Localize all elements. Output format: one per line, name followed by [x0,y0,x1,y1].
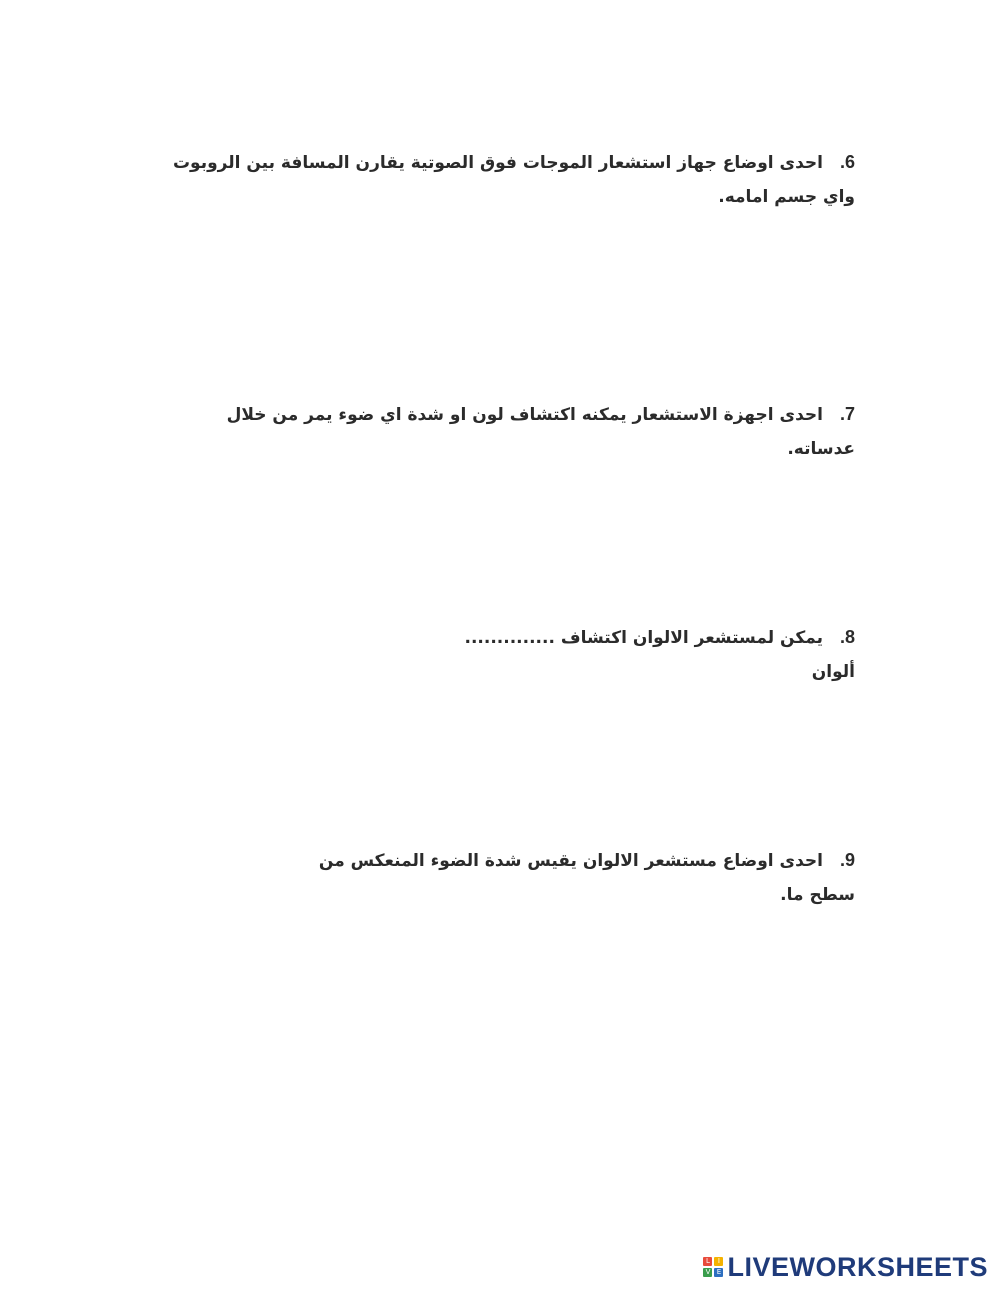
liveworksheets-logo [703,1252,988,1282]
brand-name: LIVEWORKSHEETS [727,1251,988,1282]
question-text: يمكن لمستشعر الالوان اكتشاف .............. ألوان [464,628,855,682]
logo-block-l: L [703,1257,712,1266]
question-text: احدى اجهزة الاستشعار يمكنه اكتشاف لون او شدة اي ضوء يمر من خلال عدساته. [226,405,855,459]
question-number: 9. [839,850,855,870]
question-number: 6. [839,152,855,172]
question-9 [275,843,855,912]
question-number: 8. [839,627,855,647]
question-8 [455,620,855,689]
question-text: احدى اوضاع مستشعر الالوان يقيس شدة الضوء المنعكس من سطح ما. [318,851,855,905]
logo-block-v: V [703,1268,712,1277]
question-6 [165,145,855,214]
logo-blocks-icon [703,1257,723,1277]
logo-block-i: I [714,1257,723,1266]
question-text: احدى اوضاع جهاز استشعار الموجات فوق الصوتية يقارن المسافة بين الروبوت واي جسم امامه. [172,153,855,207]
question-number: 7. [839,404,855,424]
question-7 [195,397,855,466]
logo-block-e: E [714,1268,723,1277]
